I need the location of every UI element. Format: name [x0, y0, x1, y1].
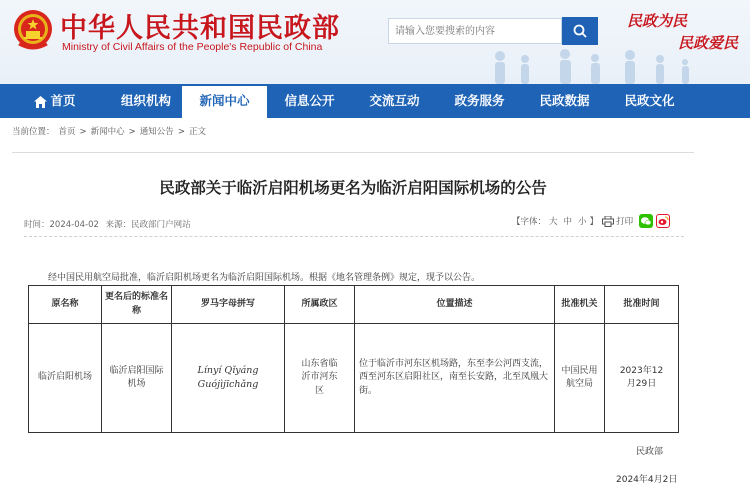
people-silhouette-decoration [470, 44, 700, 84]
nav-item-news[interactable]: 新闻中心 [182, 84, 267, 118]
breadcrumb-home[interactable]: 首页 [58, 127, 76, 137]
slogan-line-1: 民政为民 [627, 12, 688, 30]
rename-table [28, 285, 679, 433]
publish-date: 时间：2024-04-02 [24, 220, 99, 230]
nav-item-organization[interactable]: 组织机构 [120, 93, 171, 108]
national-emblem-icon [13, 8, 53, 52]
cell-new-name: 临沂启阳国际机场 [102, 324, 172, 433]
print-button[interactable]: 打印 [616, 217, 634, 227]
nav-item-home[interactable] [0, 84, 110, 118]
cell-location: 位于临沂市河东区机场路，东至李公河西支流，西至河东区启阳社区，南至长安路，北至凤凰大街。 [355, 324, 555, 433]
nav-item-data[interactable]: 民政数据 [539, 93, 590, 108]
font-size-large-button[interactable]: 大 [549, 217, 558, 227]
breadcrumb-current: 正文 [188, 127, 206, 137]
table-header: 所属政区 [285, 286, 355, 324]
site-header [0, 0, 750, 84]
site-title[interactable]: 中华人民共和国民政部 [60, 13, 340, 44]
breadcrumb-separator: > [79, 127, 87, 137]
slogan-line-2: 民政爱民 [678, 34, 739, 52]
home-icon [34, 96, 47, 108]
cell-pinyin: Línyí Qǐyáng Guójìjīchǎng [172, 324, 285, 433]
nav-item-interaction[interactable]: 交流互动 [369, 93, 420, 108]
breadcrumb-separator: > [128, 127, 136, 137]
signature: 民政部 [636, 447, 664, 457]
article-tools [512, 214, 670, 228]
article-source: 来源：民政部门户网站 [105, 220, 191, 230]
site-title-english: Ministry of Civil Affairs of the People's Republic of China [62, 41, 323, 53]
cell-date: 2023年12月29日 [605, 324, 679, 433]
table-header: 批准机关 [555, 286, 605, 324]
nav-item-culture[interactable]: 民政文化 [624, 93, 675, 108]
font-size-label: 【字体： [512, 217, 547, 227]
font-size-medium-button[interactable]: 中 [563, 217, 573, 227]
breadcrumb [12, 125, 210, 137]
article-meta [24, 218, 195, 230]
table-header: 位置描述 [355, 286, 555, 324]
cell-original-name: 临沂启阳机场 [29, 324, 102, 433]
weibo-share-icon[interactable] [656, 214, 670, 228]
main-nav [0, 84, 750, 118]
nav-item-label: 首页 [50, 93, 76, 108]
table-header: 批准时间 [605, 286, 679, 324]
font-size-small-button[interactable]: 小 [578, 217, 587, 227]
divider [12, 152, 694, 153]
table-header: 更名后的标准名称 [102, 286, 172, 324]
breadcrumb-separator: > [177, 127, 185, 137]
print-icon[interactable] [602, 216, 614, 227]
search-button[interactable] [562, 17, 598, 45]
breadcrumb-prefix: 当前位置： [12, 127, 55, 137]
article-title: 民政部关于临沂启阳机场更名为临沂启阳国际机场的公告 [159, 179, 547, 197]
nav-item-services[interactable]: 政务服务 [454, 93, 505, 108]
divider [24, 236, 684, 237]
article-intro: 经中国民用航空局批准，临沂启阳机场更名为临沂启阳国际机场。根据《地名管理条例》规定，现予以公告。 [48, 273, 481, 283]
cell-authority: 中国民用航空局 [555, 324, 605, 433]
wechat-share-icon[interactable] [639, 214, 653, 228]
search-icon [573, 24, 587, 38]
cell-region: 山东省临沂市河东区 [285, 324, 355, 433]
breadcrumb-notices[interactable]: 通知公告 [139, 127, 174, 137]
table-row [29, 324, 679, 433]
table-header: 原名称 [29, 286, 102, 324]
font-size-close: 】 [589, 217, 599, 227]
search-input[interactable] [388, 18, 562, 44]
table-header: 罗马字母拼写 [172, 286, 285, 324]
breadcrumb-news[interactable]: 新闻中心 [90, 127, 125, 137]
signature-date: 2024年4月2日 [616, 475, 678, 485]
nav-item-info-disclosure[interactable]: 信息公开 [284, 93, 335, 108]
